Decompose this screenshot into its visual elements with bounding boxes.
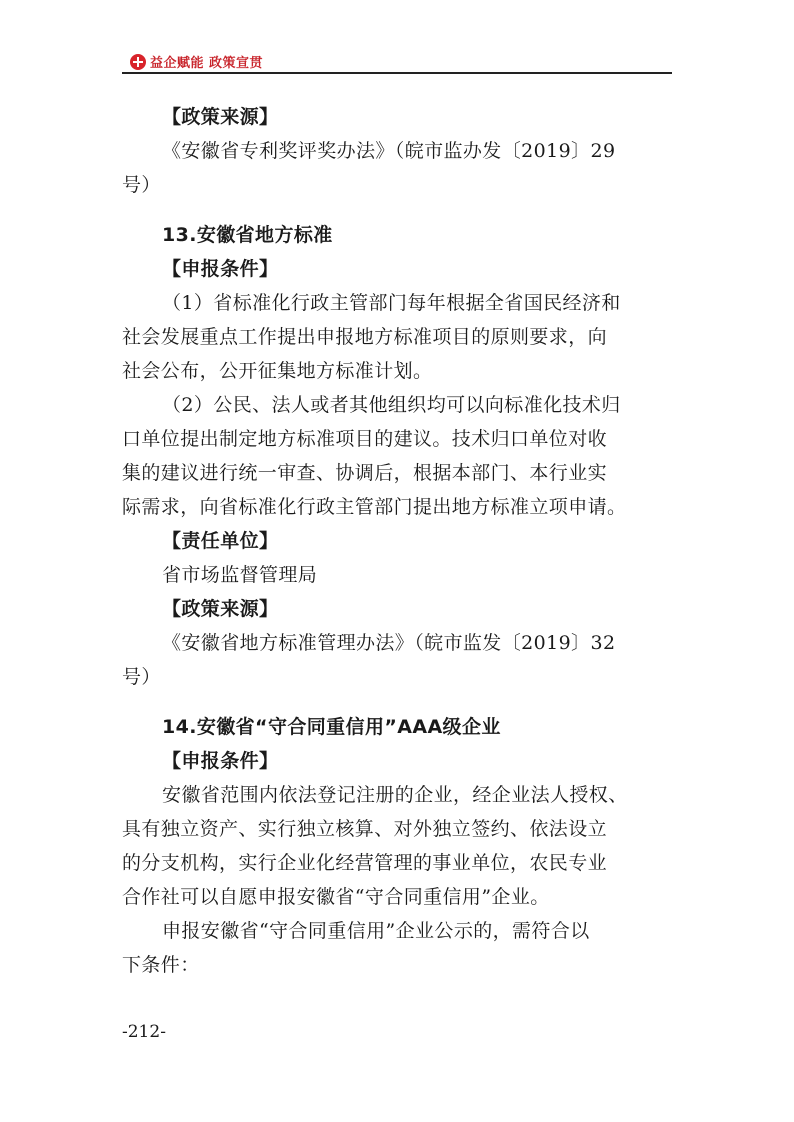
text-line: 省市场监督管理局	[162, 564, 318, 586]
page-number: -212-	[122, 1022, 166, 1042]
text-line: 社会发展重点工作提出申报地方标准项目的原则要求，向	[122, 326, 608, 348]
text-line: （1）省标准化行政主管部门每年根据全省国民经济和	[162, 292, 621, 314]
text-line: 集的建议进行统一审查、协调后，根据本部门、本行业实	[122, 462, 608, 484]
paragraph-gap	[122, 202, 674, 218]
text-line: 号）	[122, 666, 161, 688]
text-line: 《安徽省专利奖评奖办法》（皖市监办发〔2019〕29	[162, 140, 616, 162]
section-heading: 13.安徽省地方标准	[162, 224, 333, 246]
text-line: 《安徽省地方标准管理办法》（皖市监发〔2019〕32	[162, 632, 616, 654]
text-line: 安徽省范围内依法登记注册的企业，经企业法人授权、	[162, 784, 628, 806]
text-line: 社会公布，公开征集地方标准计划。	[122, 360, 433, 382]
text-line: 的分支机构，实行企业化经营管理的事业单位，农民专业	[122, 852, 608, 874]
brand-text: 益企赋能 政策宣贯	[150, 56, 264, 71]
header-rule	[122, 72, 672, 74]
section-heading: 【政策来源】	[162, 598, 279, 620]
section-heading: 【政策来源】	[162, 106, 279, 128]
text-line: 号）	[122, 174, 161, 196]
text-line: 具有独立资产、实行独立核算、对外独立签约、依法设立	[122, 818, 608, 840]
text-line: （2）公民、法人或者其他组织均可以向标准化技术归	[162, 394, 621, 416]
document-body	[122, 100, 674, 982]
text-line: 际需求，向省标准化行政主管部门提出地方标准立项申请。	[122, 496, 627, 518]
brand-mark-icon	[130, 54, 146, 70]
text-line: 口单位提出制定地方标准项目的建议。技术归口单位对收	[122, 428, 608, 450]
section-heading: 【申报条件】	[162, 258, 279, 280]
brand-logo	[130, 52, 263, 71]
text-line: 合作社可以自愿申报安徽省“守合同重信用”企业。	[122, 886, 550, 908]
section-heading: 【责任单位】	[162, 530, 279, 552]
text-line: 下条件：	[122, 954, 200, 976]
page-header	[122, 50, 672, 74]
section-heading: 14.安徽省“守合同重信用”AAA级企业	[162, 716, 501, 738]
text-line: 申报安徽省“守合同重信用”企业公示的，需符合以	[162, 920, 590, 942]
section-heading: 【申报条件】	[162, 750, 279, 772]
paragraph-gap	[122, 694, 674, 710]
